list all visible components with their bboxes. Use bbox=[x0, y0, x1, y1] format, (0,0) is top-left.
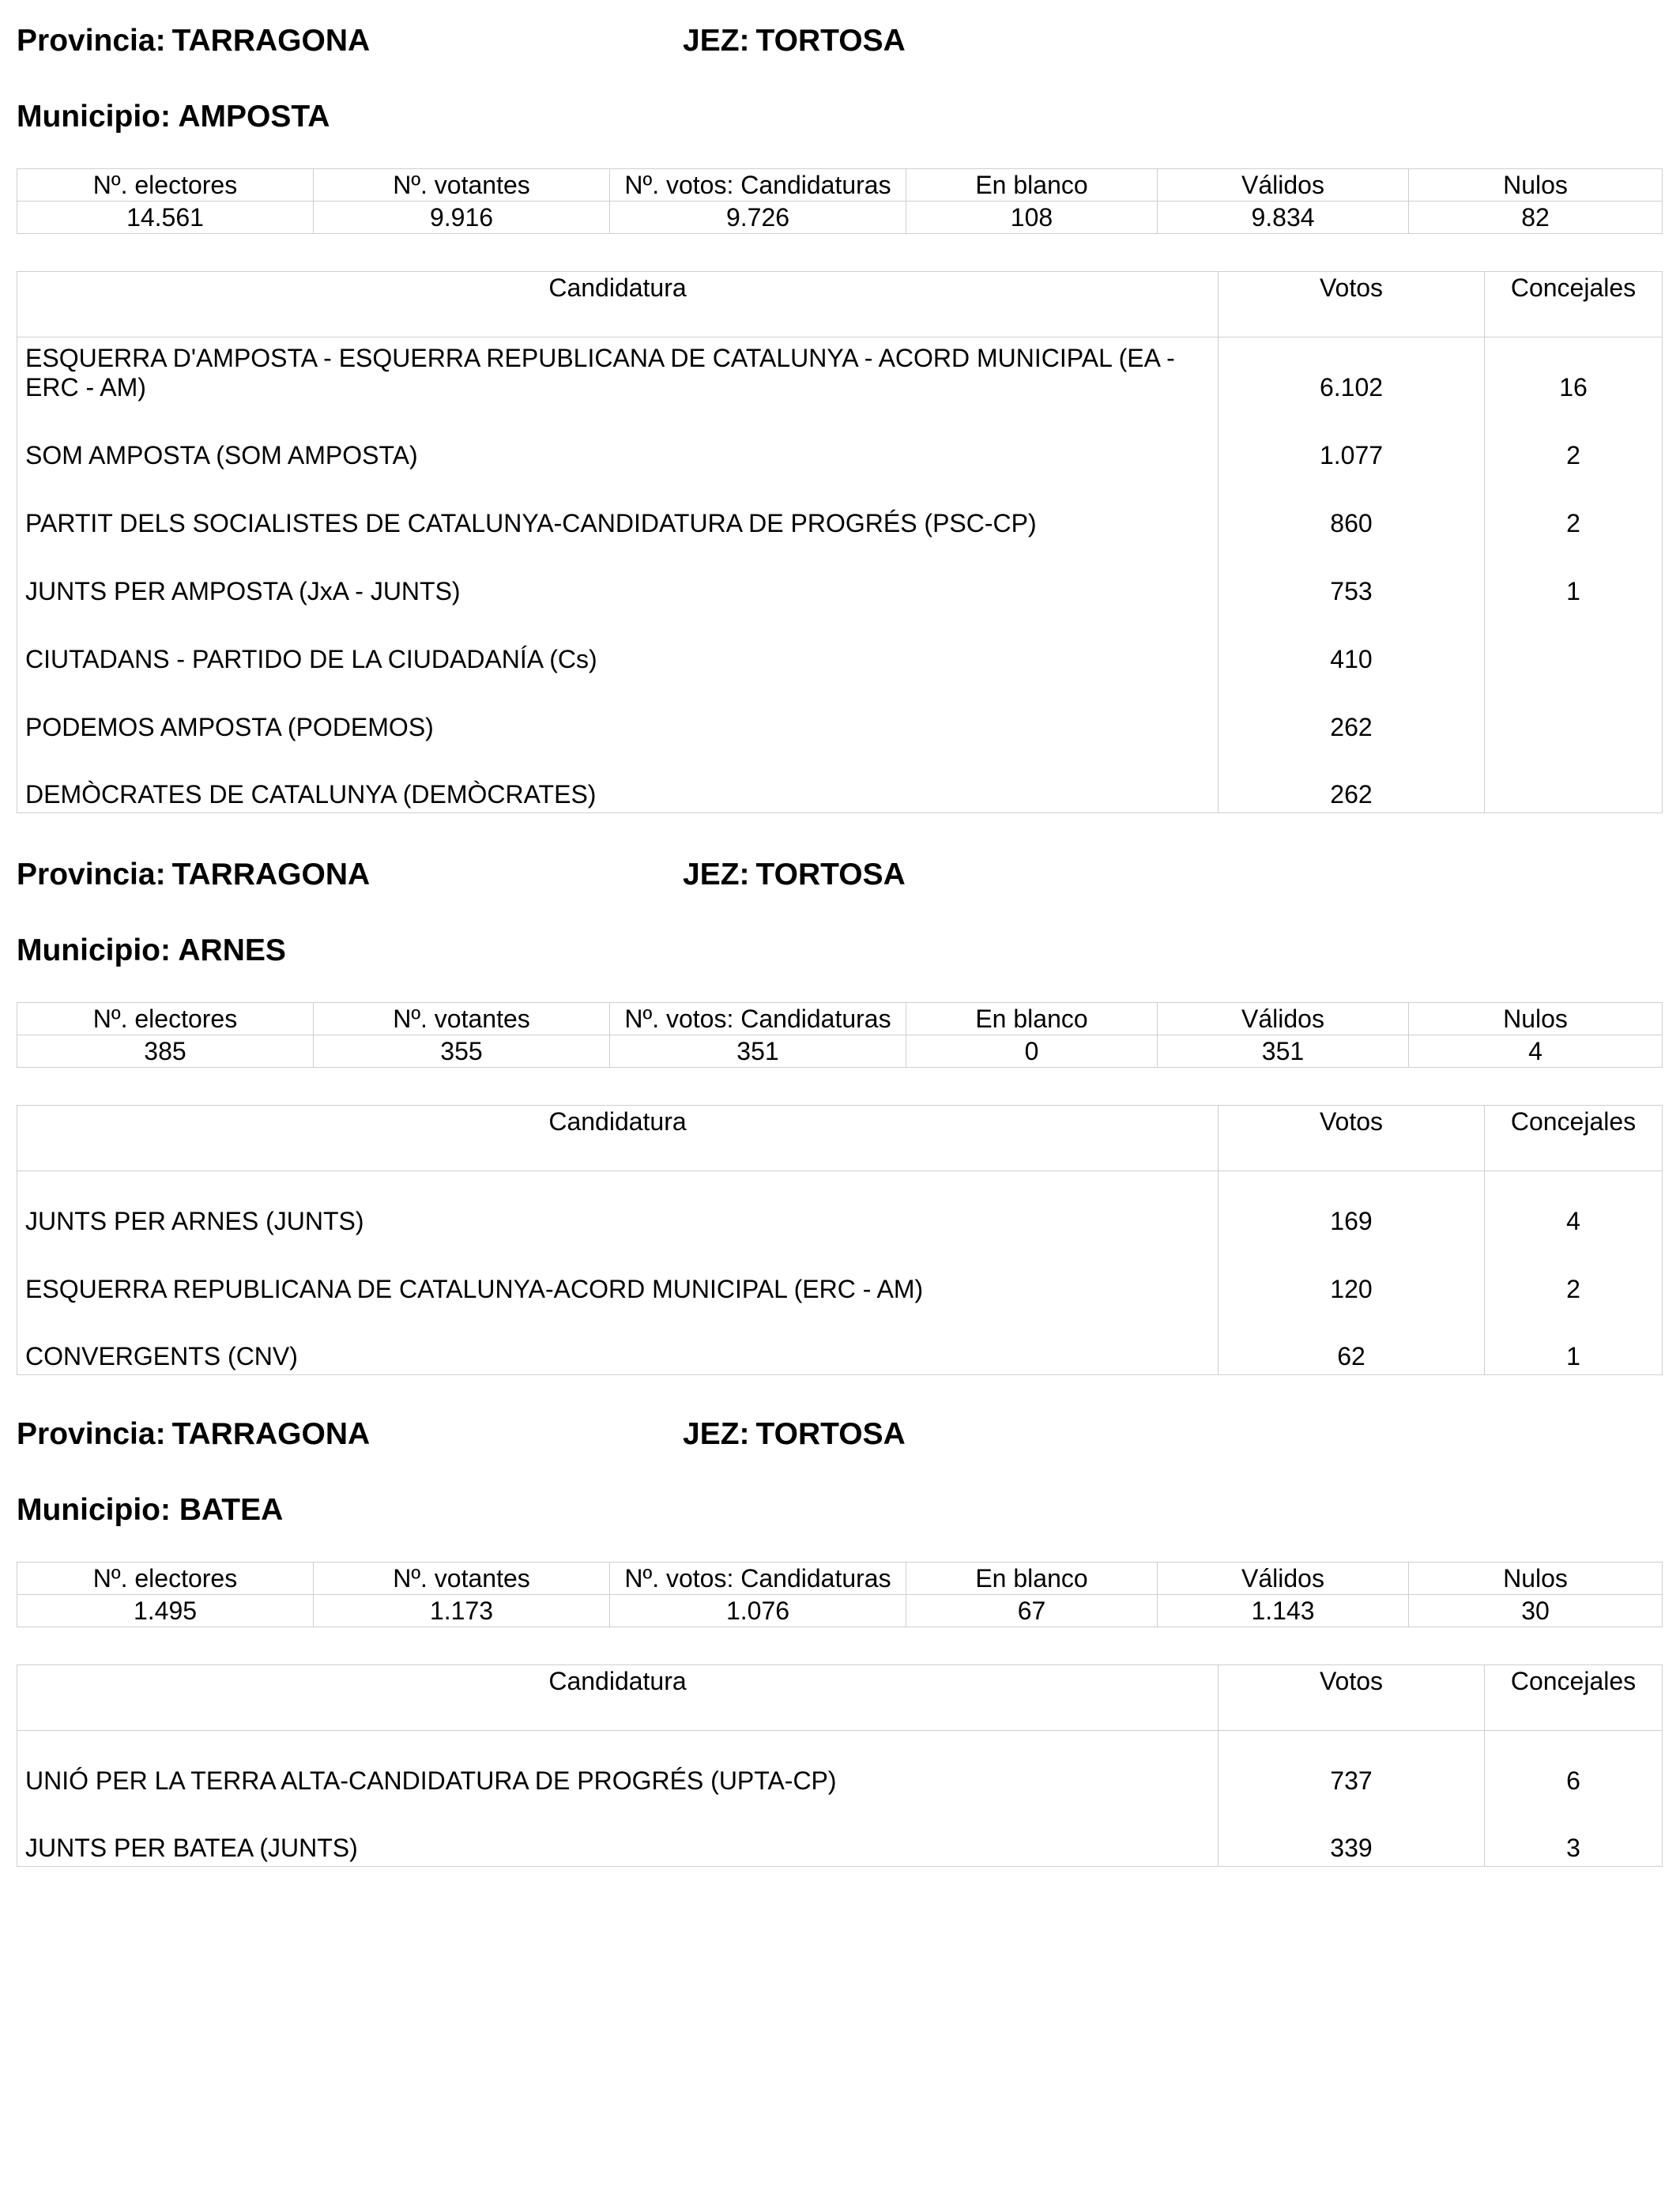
summary-header-row bbox=[17, 1003, 1663, 1035]
provincia-heading bbox=[17, 858, 370, 892]
summary-votantes: 355 bbox=[314, 1035, 610, 1068]
provincia-label: Provincia: bbox=[17, 858, 166, 892]
summary-header-nulos: Nulos bbox=[1409, 169, 1663, 202]
summary-en-blanco: 0 bbox=[906, 1035, 1158, 1068]
candidaturas-header-row bbox=[17, 272, 1663, 337]
municipio-value: BATEA bbox=[179, 1493, 284, 1527]
jez-value: TORTOSA bbox=[755, 24, 906, 58]
summary-header-validos: Válidos bbox=[1158, 169, 1409, 202]
summary-nulos: 30 bbox=[1409, 1595, 1663, 1627]
summary-validos: 1.143 bbox=[1158, 1595, 1409, 1627]
table-row bbox=[17, 609, 1663, 677]
summary-nulos: 82 bbox=[1409, 202, 1663, 234]
jez-label: JEZ: bbox=[683, 24, 750, 58]
summary-votos-candidaturas: 351 bbox=[610, 1035, 906, 1068]
summary-validos: 9.834 bbox=[1158, 202, 1409, 234]
header-row bbox=[17, 1417, 1597, 1465]
candidatura-name: CIUTADANS - PARTIDO DE LA CIUDADANÍA (Cs) bbox=[17, 609, 1219, 677]
summary-votos-candidaturas: 9.726 bbox=[610, 202, 906, 234]
summary-en-blanco: 108 bbox=[906, 202, 1158, 234]
candidatura-votos: 410 bbox=[1219, 609, 1485, 677]
municipio-value: AMPOSTA bbox=[178, 100, 330, 134]
candidatura-name: PARTIT DELS SOCIALISTES DE CATALUNYA-CANDIDATURA DE PROGRÉS (PSC-CP) bbox=[17, 473, 1219, 541]
candidatura-name: ESQUERRA D'AMPOSTA - ESQUERRA REPUBLICANA DE CATALUNYA - ACORD MUNICIPAL (EA - ERC - AM) bbox=[17, 337, 1219, 405]
candidatura-concejales: 2 bbox=[1485, 405, 1663, 473]
summary-header-nulos: Nulos bbox=[1409, 1003, 1663, 1035]
table-row bbox=[17, 337, 1663, 405]
jez-heading bbox=[683, 24, 906, 58]
candidatura-name: UNIÓ PER LA TERRA ALTA-CANDIDATURA DE PROGRÉS (UPTA-CP) bbox=[17, 1731, 1219, 1799]
candidatura-concejales: 1 bbox=[1485, 541, 1663, 609]
candidatura-header: Candidatura bbox=[17, 272, 1219, 337]
summary-value-row bbox=[17, 202, 1663, 234]
summary-header-votantes: Nº. votantes bbox=[314, 1003, 610, 1035]
table-row bbox=[17, 405, 1663, 473]
municipio-label: Municipio: bbox=[17, 100, 171, 134]
candidatura-name: PODEMOS AMPOSTA (PODEMOS) bbox=[17, 677, 1219, 745]
provincia-label: Provincia: bbox=[17, 1417, 166, 1451]
candidatura-concejales bbox=[1485, 677, 1663, 745]
jez-heading bbox=[683, 1417, 906, 1452]
provincia-value: TARRAGONA bbox=[171, 858, 371, 892]
summary-header-en-blanco: En blanco bbox=[906, 1003, 1158, 1035]
jez-value: TORTOSA bbox=[755, 858, 906, 892]
provincia-label: Provincia: bbox=[17, 24, 166, 58]
candidaturas-header-row bbox=[17, 1106, 1663, 1171]
jez-heading bbox=[683, 858, 906, 892]
municipio-label: Municipio: bbox=[17, 1493, 171, 1527]
provincia-heading bbox=[17, 1417, 370, 1452]
municipio-label: Municipio: bbox=[17, 933, 171, 967]
candidatura-votos: 169 bbox=[1219, 1171, 1485, 1239]
candidatura-votos: 6.102 bbox=[1219, 337, 1485, 405]
table-row bbox=[17, 473, 1663, 541]
municipio-heading bbox=[17, 100, 330, 134]
summary-header-votantes: Nº. votantes bbox=[314, 1563, 610, 1595]
candidaturas-table bbox=[17, 271, 1663, 813]
candidatura-concejales: 2 bbox=[1485, 473, 1663, 541]
candidaturas-table bbox=[17, 1105, 1663, 1375]
table-row bbox=[17, 1307, 1663, 1375]
summary-electores: 385 bbox=[17, 1035, 314, 1068]
summary-header-validos: Válidos bbox=[1158, 1003, 1409, 1035]
candidatura-concejales: 6 bbox=[1485, 1731, 1663, 1799]
candidatura-concejales: 1 bbox=[1485, 1307, 1663, 1375]
candidatura-votos: 339 bbox=[1219, 1799, 1485, 1867]
table-row bbox=[17, 1731, 1663, 1799]
candidatura-concejales bbox=[1485, 609, 1663, 677]
table-row bbox=[17, 1171, 1663, 1239]
candidatura-name: JUNTS PER BATEA (JUNTS) bbox=[17, 1799, 1219, 1867]
candidatura-votos: 262 bbox=[1219, 745, 1485, 813]
summary-header-electores: Nº. electores bbox=[17, 1003, 314, 1035]
candidatura-header: Candidatura bbox=[17, 1665, 1219, 1731]
table-row bbox=[17, 541, 1663, 609]
votos-header: Votos bbox=[1219, 1665, 1485, 1731]
municipio-heading bbox=[17, 1493, 283, 1528]
candidatura-name: JUNTS PER AMPOSTA (JxA - JUNTS) bbox=[17, 541, 1219, 609]
summary-header-votantes: Nº. votantes bbox=[314, 169, 610, 202]
summary-en-blanco: 67 bbox=[906, 1595, 1158, 1627]
candidaturas-table bbox=[17, 1664, 1663, 1867]
provincia-value: TARRAGONA bbox=[171, 1417, 371, 1451]
summary-header-row bbox=[17, 1563, 1663, 1595]
summary-value-row bbox=[17, 1595, 1663, 1627]
municipio-value: ARNES bbox=[178, 933, 286, 967]
jez-label: JEZ: bbox=[683, 858, 750, 892]
candidatura-concejales: 16 bbox=[1485, 337, 1663, 405]
concejales-header: Concejales bbox=[1485, 1665, 1663, 1731]
summary-electores: 1.495 bbox=[17, 1595, 314, 1627]
header-row bbox=[17, 858, 1597, 905]
summary-value-row bbox=[17, 1035, 1663, 1068]
summary-header-votos-candidaturas: Nº. votos: Candidaturas bbox=[610, 1003, 906, 1035]
summary-table bbox=[17, 1562, 1663, 1627]
votos-header: Votos bbox=[1219, 1106, 1485, 1171]
votos-header: Votos bbox=[1219, 272, 1485, 337]
summary-header-en-blanco: En blanco bbox=[906, 1563, 1158, 1595]
candidatura-name: ESQUERRA REPUBLICANA DE CATALUNYA-ACORD MUNICIPAL (ERC - AM) bbox=[17, 1239, 1219, 1307]
candidatura-votos: 737 bbox=[1219, 1731, 1485, 1799]
candidatura-name: CONVERGENTS (CNV) bbox=[17, 1307, 1219, 1375]
summary-header-votos-candidaturas: Nº. votos: Candidaturas bbox=[610, 169, 906, 202]
summary-header-electores: Nº. electores bbox=[17, 1563, 314, 1595]
candidatura-name: DEMÒCRATES DE CATALUNYA (DEMÒCRATES) bbox=[17, 745, 1219, 813]
municipio-heading bbox=[17, 933, 286, 968]
concejales-header: Concejales bbox=[1485, 1106, 1663, 1171]
summary-validos: 351 bbox=[1158, 1035, 1409, 1068]
jez-value: TORTOSA bbox=[755, 1417, 906, 1451]
provincia-heading bbox=[17, 24, 370, 58]
table-row bbox=[17, 1239, 1663, 1307]
candidatura-header: Candidatura bbox=[17, 1106, 1219, 1171]
candidatura-concejales bbox=[1485, 745, 1663, 813]
table-row bbox=[17, 677, 1663, 745]
candidatura-concejales: 3 bbox=[1485, 1799, 1663, 1867]
summary-header-electores: Nº. electores bbox=[17, 169, 314, 202]
candidatura-votos: 120 bbox=[1219, 1239, 1485, 1307]
candidatura-concejales: 4 bbox=[1485, 1171, 1663, 1239]
summary-table bbox=[17, 168, 1663, 234]
concejales-header: Concejales bbox=[1485, 272, 1663, 337]
candidatura-votos: 860 bbox=[1219, 473, 1485, 541]
table-row bbox=[17, 1799, 1663, 1867]
candidatura-votos: 753 bbox=[1219, 541, 1485, 609]
candidatura-votos: 1.077 bbox=[1219, 405, 1485, 473]
summary-nulos: 4 bbox=[1409, 1035, 1663, 1068]
candidatura-concejales: 2 bbox=[1485, 1239, 1663, 1307]
table-row bbox=[17, 745, 1663, 813]
provincia-value: TARRAGONA bbox=[171, 24, 371, 58]
header-row bbox=[17, 24, 1597, 71]
summary-header-votos-candidaturas: Nº. votos: Candidaturas bbox=[610, 1563, 906, 1595]
summary-header-validos: Válidos bbox=[1158, 1563, 1409, 1595]
candidatura-votos: 62 bbox=[1219, 1307, 1485, 1375]
summary-electores: 14.561 bbox=[17, 202, 314, 234]
summary-header-row bbox=[17, 169, 1663, 202]
summary-votantes: 1.173 bbox=[314, 1595, 610, 1627]
candidatura-name: SOM AMPOSTA (SOM AMPOSTA) bbox=[17, 405, 1219, 473]
jez-label: JEZ: bbox=[683, 1417, 750, 1451]
summary-table bbox=[17, 1002, 1663, 1068]
candidatura-votos: 262 bbox=[1219, 677, 1485, 745]
summary-header-en-blanco: En blanco bbox=[906, 169, 1158, 202]
candidatura-name: JUNTS PER ARNES (JUNTS) bbox=[17, 1171, 1219, 1239]
summary-votantes: 9.916 bbox=[314, 202, 610, 234]
candidaturas-header-row bbox=[17, 1665, 1663, 1731]
summary-votos-candidaturas: 1.076 bbox=[610, 1595, 906, 1627]
summary-header-nulos: Nulos bbox=[1409, 1563, 1663, 1595]
